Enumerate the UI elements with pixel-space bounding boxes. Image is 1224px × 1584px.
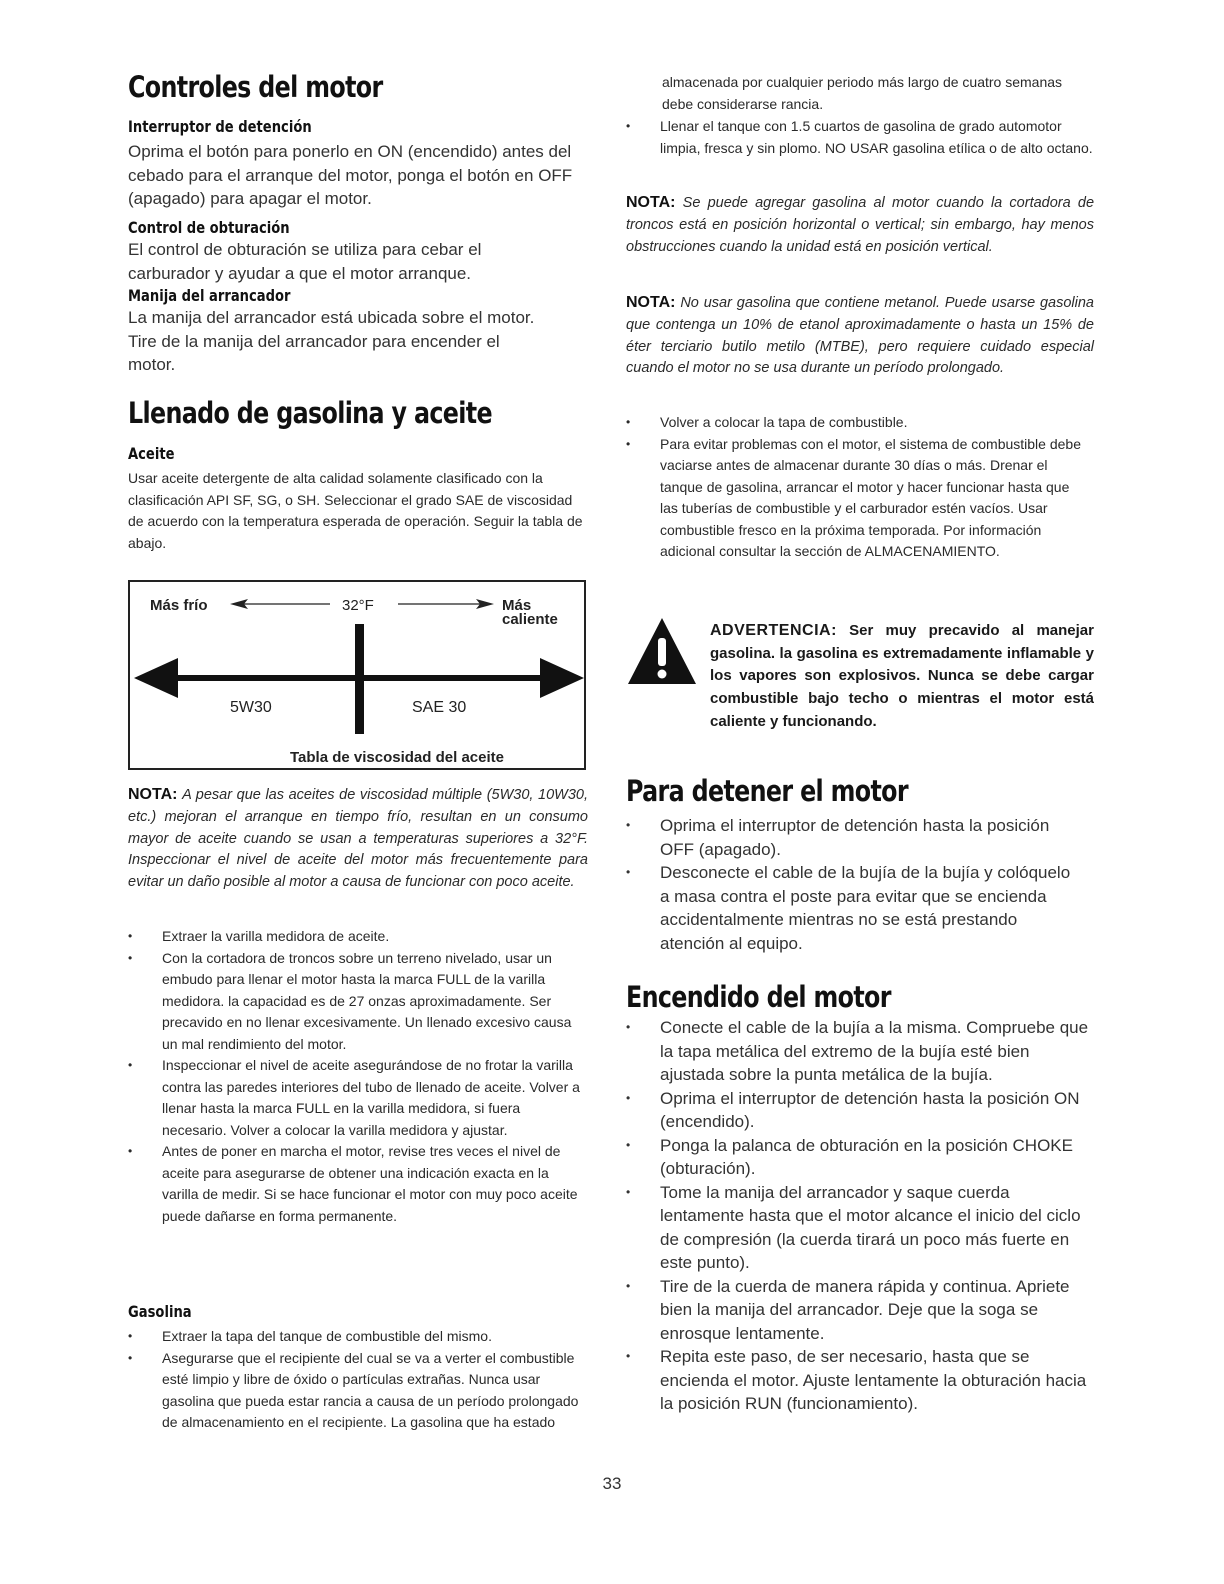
chart-range-bar bbox=[170, 675, 548, 681]
list-item: • Volver a colocar la tapa de combustible. bbox=[626, 412, 1086, 434]
nota-agregar-gasolina bbox=[626, 192, 1094, 258]
viscosity-chart-graphic bbox=[130, 582, 588, 772]
chart-label-temp: 32°F bbox=[342, 597, 374, 614]
list-item: • Asegurarse que el recipiente del cual se va a verter el combustible esté limpio y libre de óxido o partículas extrañas. Nunca usar gasolina que pueda estar rancia a causa de un período prolongado de almacenamiento en el recipiente. La gasolina que ha estado bbox=[128, 1348, 588, 1434]
warning-triangle-icon bbox=[626, 616, 698, 686]
viscosity-chart bbox=[128, 580, 586, 770]
nota-metanol bbox=[626, 292, 1094, 380]
chart-label-warm-2: caliente bbox=[502, 611, 558, 628]
warning-label: ADVERTENCIA: bbox=[710, 622, 837, 639]
nota-text: No usar gasolina que contiene metanol. Puede usarse gasolina que contenga un 10% de etanol aproximadamente o hasta un 15% de éter terciario butilo metilo (MTBE), pero requiere cuidado especial cuando el motor no se usa durante un período prolongado. bbox=[626, 295, 1095, 377]
list-item: • Antes de poner en marcha el motor, revise tres veces el nivel de aceite para asegurarse de obtener una indicación exacta en la varilla de medir. Si se hace funcionar el motor con muy poco aceite puede dañarse en forma permanente. bbox=[128, 1141, 588, 1227]
chart-arrow-left bbox=[134, 658, 178, 698]
paragraph-continuacion: almacenada por cualquier periodo más largo de cuatro semanas debe considerarse rancia. bbox=[662, 74, 1063, 112]
heading-controles-motor: Controles del motor bbox=[128, 70, 383, 104]
subheading-gasolina: Gasolina bbox=[128, 1302, 192, 1321]
chart-caption: Tabla de viscosidad del aceite bbox=[290, 749, 504, 766]
chart-label-cold: Más frío bbox=[150, 597, 208, 614]
list-item: • Tire de la cuerda de manera rápida y continua. Apriete bien la manija del arrancador. Deje que la soga se enrosque lentamente. bbox=[626, 1275, 1092, 1346]
list-encendido bbox=[626, 1016, 1092, 1416]
list-item: • Conecte el cable de la bujía a la misma. Compruebe que la tapa metálica del extremo de la bujía esté bien ajustada sobre la punta metálica de la bujía. bbox=[626, 1016, 1092, 1087]
paragraph-control-obturacion: El control de obturación se utiliza para cebar el carburador y ayudar a que el motor arranque. bbox=[128, 240, 482, 283]
list-item: • Inspeccionar el nivel de aceite asegurándose de no frotar la varilla contra las paredes interiores del tubo de llenado de aceite. Volver a llenar hasta la marca FULL en la varilla medidora, si fuera necesario. Volver a colocar la varilla medidora y ajustar. bbox=[128, 1055, 588, 1141]
chart-label-warm-1: Más bbox=[502, 597, 532, 614]
paragraph-aceite: Usar aceite detergente de alta calidad solamente clasificado con la clasificación API SF, SG, o SH. Seleccionar el grado SAE de viscosidad de acuerdo con la temperatura esperada de operación. Seguir la tabla de abajo. bbox=[128, 470, 583, 551]
list-item: • Extraer la varilla medidora de aceite. bbox=[128, 926, 588, 948]
warning-text bbox=[710, 620, 1094, 734]
warning-box bbox=[626, 616, 1096, 756]
nota-text: A pesar que las aceites de viscosidad múltiple (5W30, 10W30, etc.) mejoran el arranque en tiempo frío, resultan en un consumo mayor de aceite cuando se usan a temperaturas superiores a 32°F. Inspeccionar el nivel de aceite del motor más frecuentemente para evitar un daño posible al motor a causa de funcionar con poco aceite. bbox=[128, 787, 589, 891]
nota-viscosidad bbox=[128, 784, 588, 894]
list-item: • Repita este paso, de ser necesario, hasta que se encienda el motor. Ajuste lentamente la obturación hacia la posición RUN (funcionamiento). bbox=[626, 1345, 1092, 1416]
list-llenar bbox=[626, 116, 1096, 159]
heading-detener: Para detener el motor bbox=[626, 774, 908, 808]
list-detener bbox=[626, 814, 1076, 955]
nota-text: Se puede agregar gasolina al motor cuando la cortadora de troncos está en posición horizontal o vertical; sin embargo, hay menos obstrucciones cuando la unidad está en posición vertical. bbox=[626, 195, 1095, 255]
paragraph-manija: La manija del arrancador está ubicada sobre el motor. Tire de la manija del arrancador para encender el motor. bbox=[128, 308, 535, 374]
nota-label: NOTA: bbox=[626, 294, 676, 311]
subheading-aceite: Aceite bbox=[128, 444, 175, 463]
subheading-control-obturacion: Control de obturación bbox=[128, 218, 290, 237]
list-tapa bbox=[626, 412, 1086, 563]
list-item: • Con la cortadora de troncos sobre un terreno nivelado, usar un embudo para llenar el motor hasta la marca FULL de la varilla medidora. la capacidad es de 27 onzas aproximadamente. Ser precavido en no llenar excesivamente. Un llenado excesivo causa un mal rendimiento del motor. bbox=[128, 948, 588, 1056]
list-item: • Tome la manija del arrancador y saque cuerda lentamente hasta que el motor alcance el inicio del ciclo de compresión (la cuerda tirará un poco más fuerte en este punto). bbox=[626, 1181, 1092, 1275]
list-gasolina bbox=[128, 1326, 588, 1434]
subheading-manija: Manija del arrancador bbox=[128, 286, 291, 305]
heading-llenado: Llenado de gasolina y aceite bbox=[128, 396, 492, 430]
page-number: 33 bbox=[602, 1474, 622, 1493]
chart-label-5w30: 5W30 bbox=[230, 699, 272, 716]
list-item: • Oprima el interruptor de detención hasta la posición OFF (apagado). bbox=[626, 814, 1076, 861]
list-item: • Para evitar problemas con el motor, el sistema de combustible debe vaciarse antes de almacenar durante 30 días o más. Drenar el tanque de gasolina, arrancar el motor y hacer funcionar hasta que las tuberías de combustible y el carburador estén vacíos. Usar combustible fresco en la próxima temporada. Por información adicional consultar la sección de ALMACENAMIENTO. bbox=[626, 434, 1086, 563]
list-item: • Oprima el interruptor de detención hasta la posición ON (encendido). bbox=[626, 1087, 1092, 1134]
warning-body: Ser muy precavido al manejar gasolina. la gasolina es extremadamente inflamable y los vapores son explosivos. Nunca se debe cargar combustible bajo techo o mientras el motor está caliente y funcionando. bbox=[710, 622, 1094, 730]
list-aceite bbox=[128, 926, 588, 1227]
list-item: • Desconecte el cable de la bujía de la bujía y colóquelo a masa contra el poste para evitar que se encienda accidentalmente mientras no se está prestando atención al equipo. bbox=[626, 861, 1076, 955]
chart-arrow-right bbox=[540, 658, 584, 698]
paragraph-interruptor: Oprima el botón para ponerlo en ON (encendido) antes del cebado para el arranque del motor, ponga el botón en OFF (apagado) para apagar el motor. bbox=[128, 142, 573, 208]
list-item: • Ponga la palanca de obturación en la posición CHOKE (obturación). bbox=[626, 1134, 1092, 1181]
nota-label: NOTA: bbox=[626, 194, 676, 211]
list-item: • Llenar el tanque con 1.5 cuartos de gasolina de grado automotor limpia, fresca y sin plomo. NO USAR gasolina etílica o de alto octano. bbox=[626, 116, 1096, 159]
nota-label: NOTA: bbox=[128, 786, 178, 803]
subheading-interruptor: Interruptor de detención bbox=[128, 117, 312, 136]
list-item: • Extraer la tapa del tanque de combustible del mismo. bbox=[128, 1326, 588, 1348]
chart-label-sae30: SAE 30 bbox=[412, 699, 467, 716]
heading-encendido: Encendido del motor bbox=[626, 980, 891, 1014]
